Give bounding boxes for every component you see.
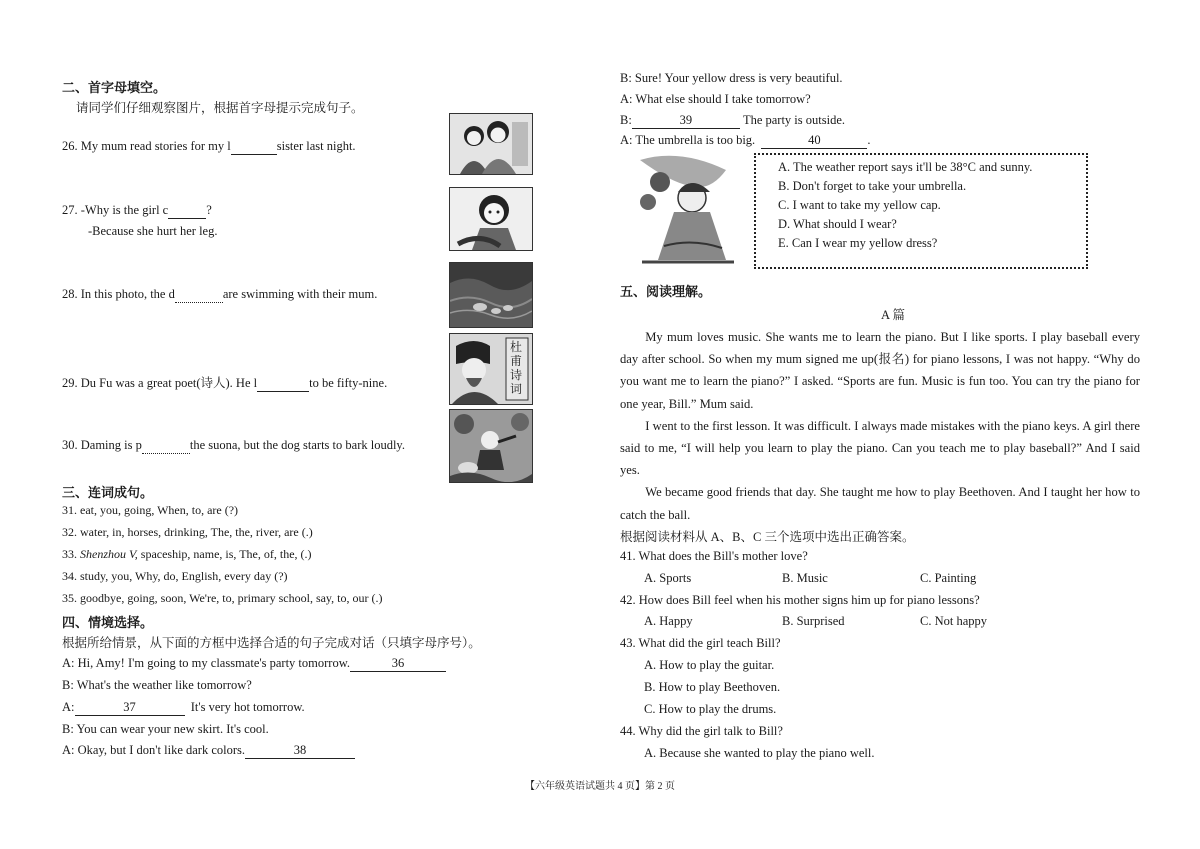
crying-girl-picture xyxy=(449,187,533,251)
question-35: 35. goodbye, going, soon, We're, to, primary school, say, to, our (.) xyxy=(62,591,383,605)
q41-option-a[interactable]: A. Sports xyxy=(644,571,692,585)
dialogue-line-4: B: You can wear your new skirt. It's cool. xyxy=(62,722,269,736)
section4-title: 四、情境选择。 xyxy=(62,616,154,631)
crying-girl-drawing xyxy=(450,188,532,250)
q29-text: 29. Du Fu was a great poet(诗人). He l xyxy=(62,376,258,390)
q28-text-end: are swimming with their mum. xyxy=(222,287,378,301)
section2-instruction: 请同学们仔细观察图片，根据首字母提示完成句子。 xyxy=(76,101,364,115)
q26-blank[interactable] xyxy=(231,139,277,155)
q33-italic-word: Shenzhou V, xyxy=(80,547,138,561)
question-31: 31. eat, you, going, When, to, are (?) xyxy=(62,503,239,517)
q30-text-end: the suona, but the dog starts to bark loudly. xyxy=(189,438,405,452)
option-e: E. Can I wear my yellow dress? xyxy=(778,236,938,250)
dialogue-text-3: It's very hot tomorrow. xyxy=(190,700,305,714)
q30-blank[interactable] xyxy=(142,438,190,454)
passage-paragraph-1: My mum loves music. She wants me to learn the piano. But I like sports. I play baseball every day after school. So when my mum signed me up(报名) for piano lessons, I was not happy. “Why do you want me to learn the piano?” I asked. “Sports are fun. Music is fun too. You can try the piano for one year, Bill.” Mum said. xyxy=(620,330,1140,411)
q41-option-c[interactable]: C. Painting xyxy=(920,571,977,585)
question-30 xyxy=(62,438,405,454)
section5-title: 五、阅读理解。 xyxy=(620,285,712,300)
q33-number: 33. xyxy=(62,547,80,561)
dialogue-line-3 xyxy=(62,700,305,716)
dialogue-line-8 xyxy=(620,113,845,129)
section4-instruction: 根据所给情景，从下面的方框中选择合适的句子完成对话（只填字母序号）。 xyxy=(62,636,481,650)
question-34: 34. study, you, Why, do, English, every day (?) xyxy=(62,569,288,583)
question-32: 32. water, in, horses, drinking, The, the, river, are (.) xyxy=(62,525,313,539)
q28-text: 28. In this photo, the d xyxy=(62,287,175,301)
section3-title: 三、连词成句。 xyxy=(62,486,154,501)
blank-38[interactable]: 38 xyxy=(245,743,355,759)
blank-37[interactable]: 37 xyxy=(75,700,185,716)
q43-option-b[interactable]: B. How to play Beethoven. xyxy=(644,680,781,694)
blank-39[interactable]: 39 xyxy=(632,113,740,129)
q41-option-b[interactable]: B. Music xyxy=(782,571,828,585)
question-33 xyxy=(62,547,312,562)
du-fu-picture xyxy=(449,333,533,405)
passage-title: A 篇 xyxy=(881,308,905,322)
q42-option-a[interactable]: A. Happy xyxy=(644,614,693,628)
q27-blank[interactable] xyxy=(168,203,206,219)
section2-title: 二、首字母填空。 xyxy=(62,81,167,96)
du-fu-stamp-text: 杜甫诗词 xyxy=(510,340,523,396)
dialogue-text-9-end: . xyxy=(867,133,871,147)
suona-dog-picture xyxy=(449,409,533,483)
question-28 xyxy=(62,287,377,303)
q29-blank[interactable] xyxy=(257,376,309,392)
blank-40[interactable]: 40 xyxy=(761,133,867,149)
sisters-drawing xyxy=(450,114,532,174)
girl-umbrella-drawing xyxy=(630,152,746,266)
ducks-swimming-picture xyxy=(449,262,533,328)
dialogue-text-1: A: Hi, Amy! I'm going to my classmate's party tomorrow. xyxy=(62,656,351,670)
dialogue-speaker-8: B: xyxy=(620,113,632,127)
question-27 xyxy=(62,203,212,219)
passage-paragraph-2: I went to the first lesson. It was difficult. I always made mistakes with the piano keys. A girl there said to me, “I will help you learn to play the piano. Can you teach me to play baseball?” And I said yes. xyxy=(620,418,1140,478)
question-41: 41. What does the Bill's mother love? xyxy=(620,549,808,563)
option-c: C. I want to take my yellow cap. xyxy=(778,198,941,212)
dialogue-line-5 xyxy=(62,743,355,759)
dialogue-text-8: The party is outside. xyxy=(742,113,846,127)
q27-answer-line: -Because she hurt her leg. xyxy=(88,224,218,238)
q43-option-c[interactable]: C. How to play the drums. xyxy=(644,702,777,716)
q26-text: 26. My mum read stories for my l xyxy=(62,139,231,153)
question-43: 43. What did the girl teach Bill? xyxy=(620,636,781,650)
passage-paragraph-3: We became good friends that day. She taught me how to play Beethoven. And I taught her how to catch the ball. xyxy=(620,485,1140,522)
dialogue-speaker-3: A: xyxy=(62,700,75,714)
question-29 xyxy=(62,373,387,392)
page-footer: 【六年级英语试题共 4 页】第 2 页 xyxy=(525,781,675,792)
q28-blank[interactable] xyxy=(175,287,223,303)
question-42: 42. How does Bill feel when his mother signs him up for piano lessons? xyxy=(620,593,980,607)
section5-instruction: 根据阅读材料从 A、B、C 三个选项中选出正确答案。 xyxy=(620,530,915,544)
dialogue-line-1 xyxy=(62,656,446,672)
q42-option-b[interactable]: B. Surprised xyxy=(782,614,845,628)
option-a: A. The weather report says it'll be 38°C and sunny. xyxy=(778,160,1033,174)
q29-text-end: to be fifty-nine. xyxy=(309,376,388,390)
girl-umbrella-picture xyxy=(630,152,746,266)
passage-a xyxy=(620,326,1140,526)
dialogue-text-5: A: Okay, but I don't like dark colors. xyxy=(62,743,246,757)
option-b: B. Don't forget to take your umbrella. xyxy=(778,179,967,193)
question-44: 44. Why did the girl talk to Bill? xyxy=(620,724,783,738)
sisters-picture xyxy=(449,113,533,175)
dialogue-line-7: A: What else should I take tomorrow? xyxy=(620,92,811,106)
options-box xyxy=(754,153,1088,269)
blank-36[interactable]: 36 xyxy=(350,656,446,672)
dialogue-line-2: B: What's the weather like tomorrow? xyxy=(62,678,252,692)
ducks-drawing xyxy=(450,263,532,327)
suona-dog-drawing xyxy=(450,410,532,482)
dialogue-text-9: A: The umbrella is too big. xyxy=(620,133,756,147)
question-26 xyxy=(62,139,356,155)
dialogue-line-9 xyxy=(620,133,871,149)
q43-option-a[interactable]: A. How to play the guitar. xyxy=(644,658,775,672)
q42-option-c[interactable]: C. Not happy xyxy=(920,614,988,628)
q33-text: spaceship, name, is, The, of, the, (.) xyxy=(137,547,312,561)
q27-text-end: ? xyxy=(206,203,212,217)
q27-text: 27. -Why is the girl c xyxy=(62,203,169,217)
option-d: D. What should I wear? xyxy=(778,217,897,231)
q26-text-end: sister last night. xyxy=(276,139,356,153)
q30-text: 30. Daming is p xyxy=(62,438,142,452)
dialogue-line-6: B: Sure! Your yellow dress is very beautiful. xyxy=(620,71,843,85)
q44-option-a[interactable]: A. Because she wanted to play the piano well. xyxy=(644,746,875,760)
